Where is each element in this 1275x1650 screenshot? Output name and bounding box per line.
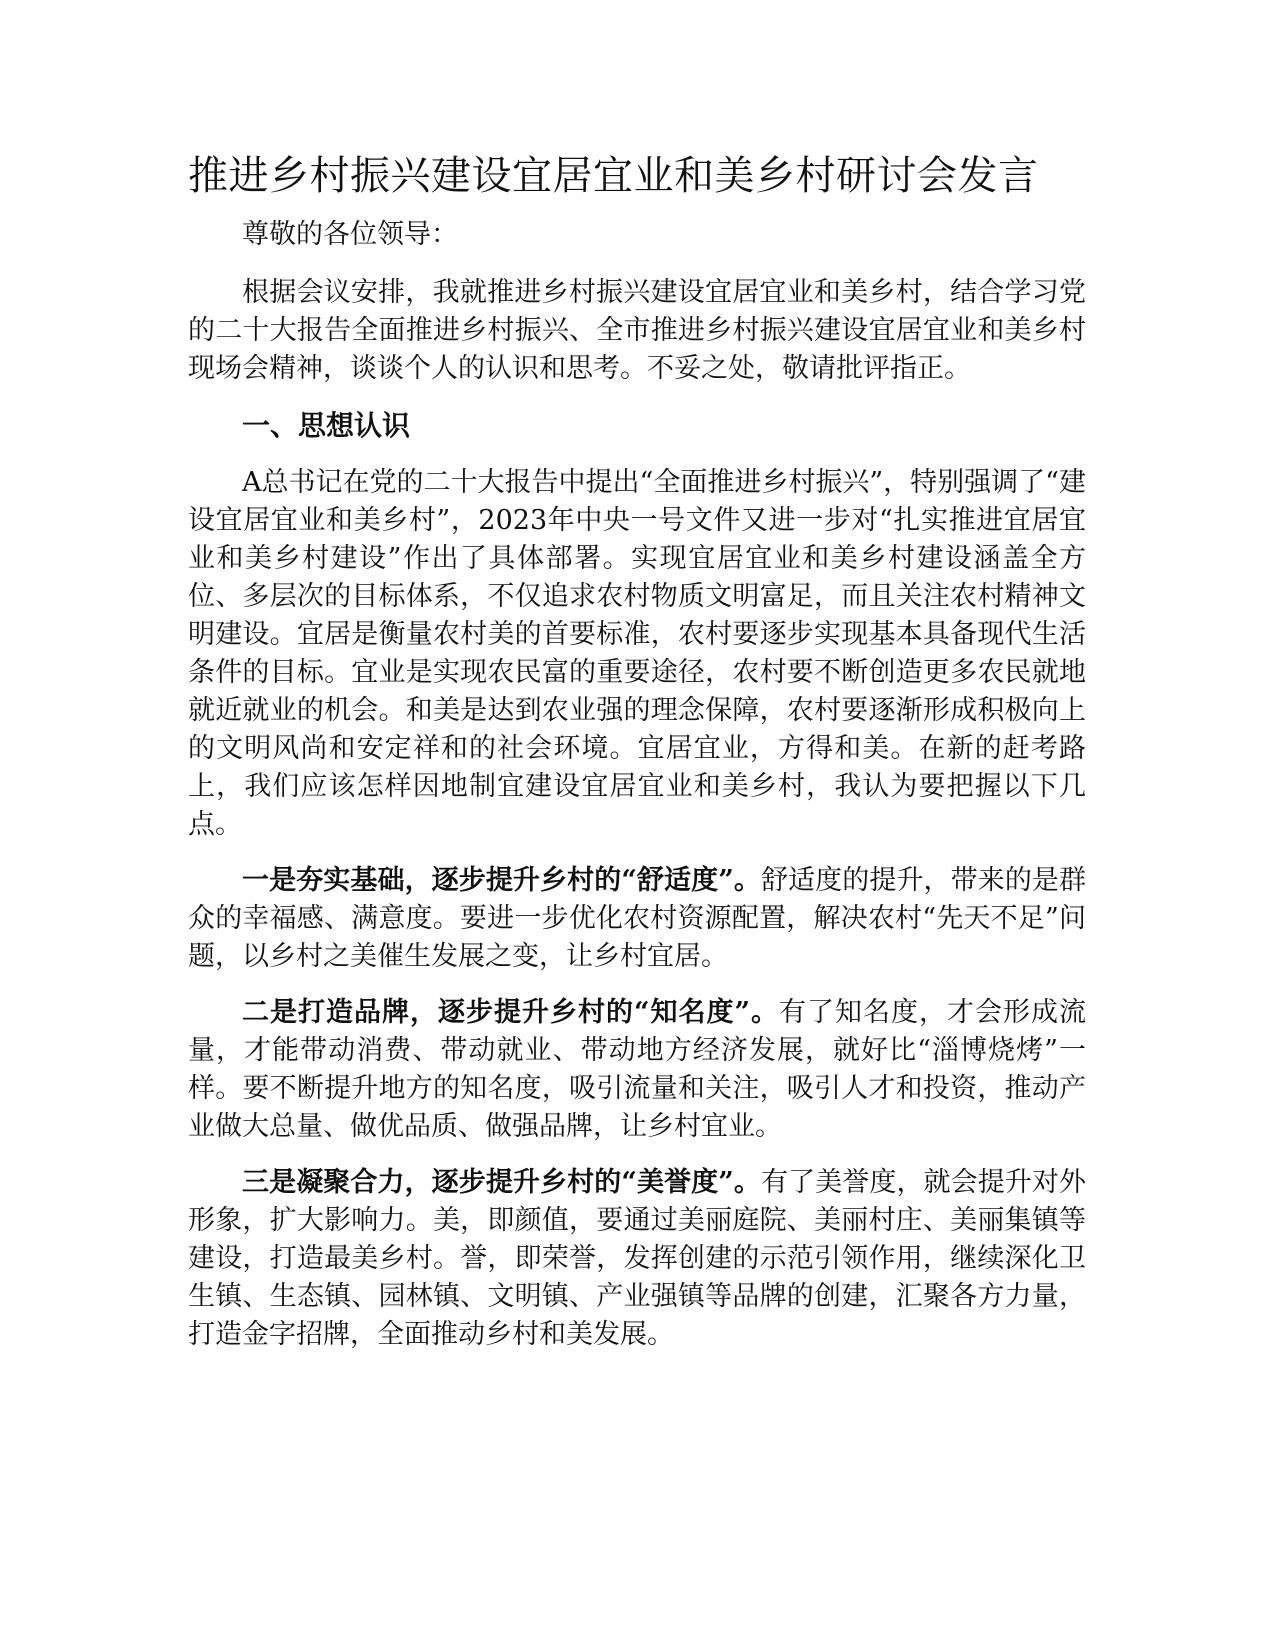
- point-2-lead: 二是打造品牌，逐步提升乡村的“知名度”。: [242, 997, 780, 1028]
- point-1-body: 舒适度的提升，带来的是群众的幸福感、满意度。要进一步优化农村资源配置，解决农村“先天不足”问题，以乡村之美催生发展之变，让乡村宜居。: [188, 865, 1087, 972]
- point-1-lead: 一是夯实基础，逐步提升乡村的“舒适度”。: [242, 865, 761, 896]
- section-heading-thinking: 一、思想认识: [242, 409, 411, 442]
- point-3-lead: 三是凝聚合力，逐步提升乡村的“美誉度”。: [242, 1167, 761, 1198]
- salutation: 尊敬的各位领导：: [242, 219, 458, 250]
- point-3-body: 有了美誉度，就会提升对外形象，扩大影响力。美，即颜值，要通过美丽庭院、美丽村庄、美丽集镇等建设，打造最美乡村。誉，即荣誉，发挥创建的示范引领作用，继续深化卫生镇、生态镇、园林镇、文明镇、产业强镇等品牌的创建，汇聚各方力量，打造金字招牌，全面推动乡村和美发展。: [188, 1167, 1087, 1350]
- point-2-paragraph: [188, 994, 1086, 1146]
- point-1-paragraph: [188, 862, 1086, 976]
- document-title: 推进乡村振兴建设宜居宜业和美乡村研讨会发言: [188, 153, 1039, 199]
- point-3-paragraph: [188, 1164, 1086, 1354]
- document-body: [188, 150, 1086, 1372]
- intro-paragraph: 根据会议安排，我就推进乡村振兴建设宜居宜业和美乡村，结合学习党的二十大报告全面推进乡村振兴、全市推进乡村振兴建设宜居宜业和美乡村现场会精神，谈谈个人的认识和思考。不妥之处，敬请批评指正。: [188, 277, 1086, 384]
- point-2-body: 有了知名度，才会形成流量，才能带动消费、带动就业、带动地方经济发展，就好比“淄博烧烤”一样。要不断提升地方的知名度，吸引流量和关注，吸引人才和投资，推动产业做大总量、做优品质、做强品牌，让乡村宜业。: [188, 997, 1087, 1142]
- section-1-paragraph: A总书记在党的二十大报告中提出“全面推进乡村振兴”，特别强调了“建设宜居宜业和美乡村”，2023年中央一号文件又进一步对“扎实推进宜居宜业和美乡村建设”作出了具体部署。实现宜居宜业和美乡村建设涵盖全方位、多层次的目标体系，不仅追求农村物质文明富足，而且关注农村精神文明建设。宜居是衡量农村美的首要标准，农村要逐步实现基本具备现代生活条件的目标。宜业是实现农民富的重要途径，农村要不断创造更多农民就地就近就业的机会。和美是达到农业强的理念保障，农村要逐渐形成积极向上的文明风尚和安定祥和的社会环境。宜居宜业，方得和美。在新的赶考路上，我们应该怎样因地制宜建设宜居宜业和美乡村，我认为要把握以下几点。: [188, 467, 1086, 840]
